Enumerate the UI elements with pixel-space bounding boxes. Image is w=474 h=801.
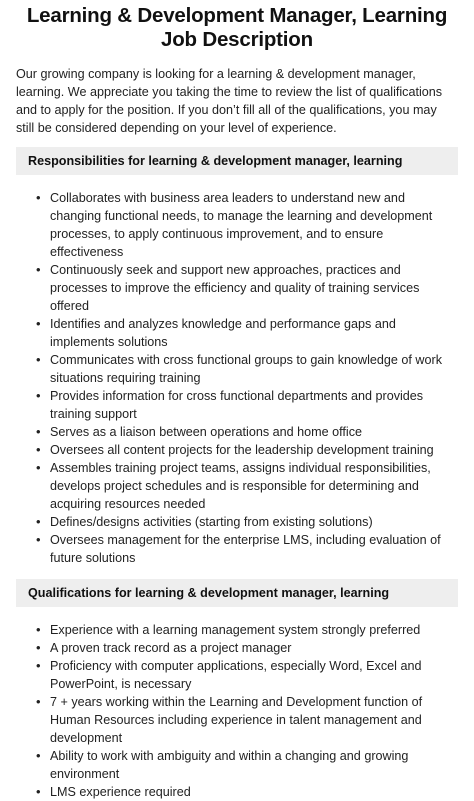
list-item: • Provides information for cross functional departments and provides training support xyxy=(38,387,458,423)
qualifications-header-label: Qualifications for learning & development manager, learning xyxy=(28,586,390,600)
list-item: • 7 + years working within the Learning and Development function of Human Resources including experience in talent management and development xyxy=(38,693,458,747)
list-item: • A proven track record as a project manager xyxy=(38,639,458,657)
responsibilities-header xyxy=(16,147,458,175)
responsibilities-header-label: Responsibilities for learning & development manager, learning xyxy=(28,154,403,168)
list-item: • Collaborates with business area leaders to understand new and changing functional needs, to manage the learning and development processes, to apply continuous improvement, and to ensure effectiveness xyxy=(38,189,458,261)
list-item: • Ability to work with ambiguity and within a changing and growing environment xyxy=(38,747,458,783)
list-item: • Communicates with cross functional groups to gain knowledge of work situations requiring training xyxy=(38,351,458,387)
list-item: • Proficiency with computer applications, especially Word, Excel and PowerPoint, is necessary xyxy=(38,657,458,693)
qualifications-header xyxy=(16,579,458,607)
page-title-line-2: Job Description xyxy=(161,28,313,51)
page-title xyxy=(16,4,458,52)
list-item: • Oversees all content projects for the leadership development training xyxy=(38,441,458,459)
list-item: • Continuously seek and support new approaches, practices and processes to improve the efficiency and quality of training services offered xyxy=(38,261,458,315)
list-item: • Oversees management for the enterprise LMS, including evaluation of future solutions xyxy=(38,531,458,567)
list-item: • Serves as a liaison between operations and home office xyxy=(38,423,458,441)
page-title-line-1: Learning & Development Manager, Learning xyxy=(26,4,448,27)
qualifications-list xyxy=(16,621,458,801)
responsibilities-list xyxy=(16,189,458,567)
list-item: • LMS experience required xyxy=(38,783,458,801)
list-item: • Experience with a learning management system strongly preferred xyxy=(38,621,458,639)
list-item: • Identifies and analyzes knowledge and performance gaps and implements solutions xyxy=(38,315,458,351)
intro-paragraph: Our growing company is looking for a learning & development manager, learning. We appreciate you taking the time to review the list of qualifications and to apply for the position. If you don’t fill all of the qualifications, you may still be considered depending on your level of experience. xyxy=(16,67,443,135)
list-item: • Assembles training project teams, assigns individual responsibilities, develops project schedules and is responsible for determining and acquiring resources needed xyxy=(38,459,458,513)
list-item: • Defines/designs activities (starting from existing solutions) xyxy=(38,513,458,531)
